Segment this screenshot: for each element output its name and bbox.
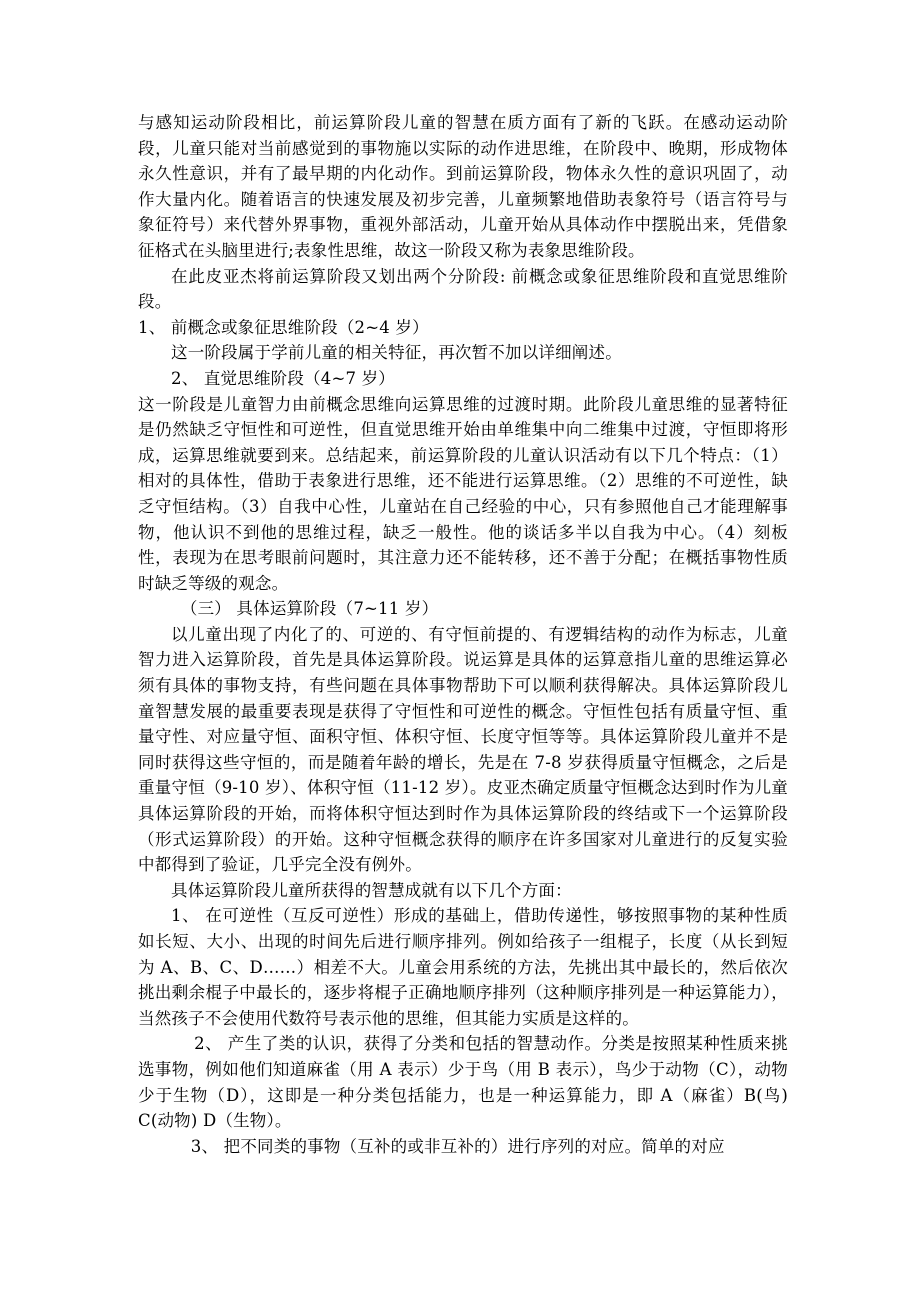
paragraph-preoperational-intro: 与感知运动阶段相比，前运算阶段儿童的智慧在质方面有了新的飞跃。在感动运动阶段，儿童只能对当前感觉到的事物施以实际的动作进思维，在阶段中、晚期，形成物体永久性意识，并有了最早期的内化动作。到前运算阶段，物体永久性的意识巩固了，动作大量内化。随着语言的快速发展及初步完善，儿童频繁地借助表象符号（语言符号与象征符号）来代替外界事物，重视外部活动，儿童开始从具体动作中摆脱出来，凭借象征格式在头脑里进行;表象性思维，故这一阶段又称为表象思维阶段。 <box>138 113 788 260</box>
paragraph-achievement-seriation: 1、 在可逆性（互反可逆性）形成的基础上，借助传递性，够按照事物的某种性质如长短、大小、出现的时间先后进行顺序排列。例如给孩子一组棍子，长度（从长到短为 A、B、C、D……）相差不大。儿童会用系统的方法，先挑出其中最长的，然后依次挑出剩余棍子中最长的，逐步将棍子正确地顺序排列（这种顺序排列是一种运算能力），当然孩子不会使用代数符号表示他的思维，但其能力实质是这样的。 <box>138 906 788 1028</box>
paragraph-achievement-correspondence: 3、 把不同类的事物（互补的或非互补的）进行序列的对应。简单的对应 <box>190 1136 725 1156</box>
heading-intuitive-stage: 2、 直觉思维阶段（4~7 岁） <box>171 368 396 388</box>
document-body <box>138 110 788 1159</box>
heading-preconceptual-stage: 1、 前概念或象征思维阶段（2~4 岁） <box>138 317 429 337</box>
paragraph-intuitive-features: 这一阶段是儿童智力由前概念思维向运算思维的过渡时期。此阶段儿童思维的显著特征是仍然缺乏守恒性和可逆性，但直觉思维开始由单维集中向二维集中过渡，守恒即将形成，运算思维就要到来。总结起来，前运算阶段的儿童认识活动有以下几个特点：（1）相对的具体性，借助于表象进行思维，还不能进行运算思维。（2）思维的不可逆性，缺乏守恒结构。（3）自我中心性，儿童站在自己经验的中心，只有参照他自己才能理解事物，他认识不到他的思维过程，缺乏一般性。他的谈话多半以自我为中心。（4）刻板性，表现为在思考眼前问题时，其注意力还不能转移，还不善于分配；在概括事物性质时缺乏等级的观念。 <box>138 394 788 593</box>
paragraph-substages: 在此皮亚杰将前运算阶段又划出两个分阶段: 前概念或象征思维阶段和直觉思维阶段。 <box>138 266 788 312</box>
paragraph-achievement-classification: 2、 产生了类的认识，获得了分类和包括的智慧动作。分类是按照某种性质来挑选事物，例如他们知道麻雀（用 A 表示）少于鸟（用 B 表示），鸟少于动物（C），动物少于生物（D），这即是一种分类包括能力，也是一种运算能力，即 A（麻雀）B(鸟) C(动物) D（生物）。 <box>138 1034 788 1131</box>
heading-concrete-operational-stage: （三） 具体运算阶段（7~11 岁） <box>180 599 439 619</box>
paragraph-preconceptual-note: 这一阶段属于学前儿童的相关特征，再次暂不加以详细阐述。 <box>171 343 622 363</box>
paragraph-achievements-intro: 具体运算阶段儿童所获得的智慧成就有以下几个方面： <box>171 880 572 900</box>
paragraph-concrete-operational: 以儿童出现了内化了的、可逆的、有守恒前提的、有逻辑结构的动作为标志，儿童智力进入运算阶段，首先是具体运算阶段。说运算是具体的运算意指儿童的思维运算必须有具体的事物支持，有些问题在具体事物帮助下可以顺利获得解决。具体运算阶段儿童智慧发展的最重要表现是获得了守恒性和可逆性的概念。守恒性包括有质量守恒、重量守性、对应量守恒、面积守恒、体积守恒、长度守恒等等。具体运算阶段儿童并不是同时获得这些守恒的，而是随着年龄的增长，先是在 7-8 岁获得质量守恒概念，之后是重量守恒（9-10 岁）、体积守恒（11-12 岁）。皮亚杰确定质量守恒概念达到时作为儿童具体运算阶段的开始，而将体积守恒达到时作为具体运算阶段的终结或下一个运算阶段（形式运算阶段）的开始。这种守恒概念获得的顺序在许多国家对儿童进行的反复实验中都得到了验证，几乎完全没有例外。 <box>138 624 788 875</box>
